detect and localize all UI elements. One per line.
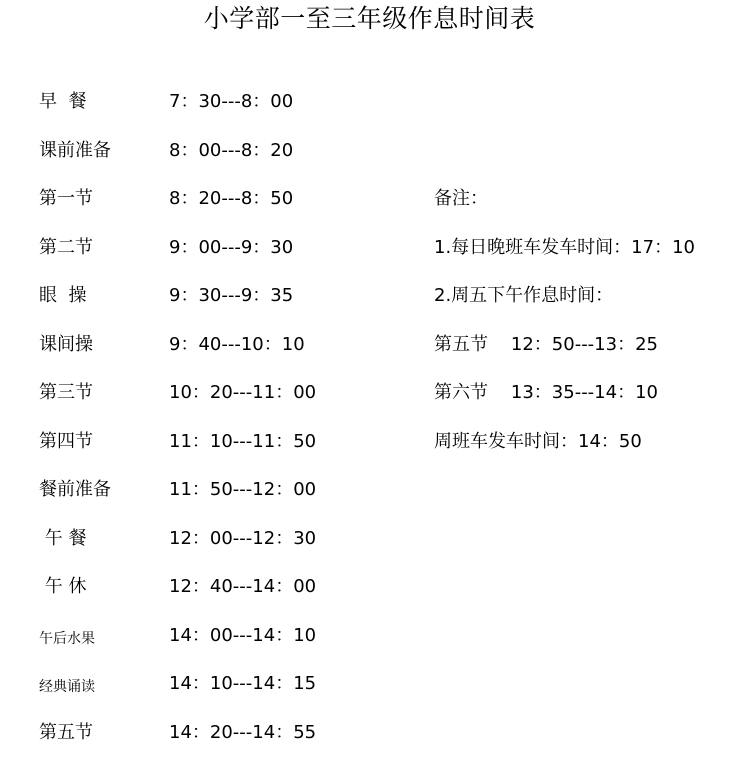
period-time: 12：00---12：30 [169,527,317,549]
schedule-row [0,714,400,763]
period-time: 9：30---9：35 [169,285,294,306]
note-friday-period-six: 第六节 13：35---14：10 [434,382,658,403]
schedule-row [0,83,400,132]
period-name: 午后水果 [39,630,95,647]
period-time: 14：20---14：55 [169,721,317,743]
period-name: 早 餐 [39,91,87,112]
note-evening-bus-time: 1.每日晚班车发车时间：17：10 [434,236,695,258]
period-time: 9：40---10：10 [169,333,305,355]
period-name: 第四节 [39,430,93,452]
schedule-list [0,83,400,762]
note-friday-afternoon-heading: 2.周五下午作息时间： [434,285,614,306]
schedule-row [0,568,400,617]
period-name: 课前准备 [39,139,111,161]
schedule-row [0,180,400,229]
period-time: 8：20---8：50 [169,188,294,209]
page-title: 小学部一至三年级作息时间表 [203,4,536,33]
schedule-row [0,374,400,423]
schedule-row [0,520,400,569]
period-time: 14：00---14：10 [169,624,317,646]
schedule-row [0,423,400,472]
period-name: 第五节 [39,721,93,743]
period-time: 11：10---11：50 [169,430,317,452]
schedule-row [0,617,400,666]
period-time: 11：50---12：00 [169,479,317,500]
period-name: 课间操 [39,333,93,355]
note-weekly-bus-time: 周班车发车时间：14：50 [434,430,642,452]
notes-section [434,180,734,471]
period-time: 9：00---9：30 [169,236,294,258]
period-name: 餐前准备 [39,479,111,500]
schedule-row [0,277,400,326]
period-name: 午 餐 [39,527,87,549]
schedule-row [0,132,400,181]
period-time: 14：10---14：15 [169,673,317,694]
schedule-row [0,326,400,375]
period-name: 经典诵读 [39,679,95,695]
schedule-row [0,665,400,714]
period-name: 眼 操 [39,285,87,306]
period-name: 第二节 [39,236,93,258]
notes-heading: 备注： [434,188,488,209]
period-time: 10：20---11：00 [169,382,317,403]
period-time: 12：40---14：00 [169,576,317,597]
schedule-row [0,229,400,278]
period-name: 午 休 [39,576,87,597]
period-name: 第一节 [39,188,93,209]
period-time: 7：30---8：00 [169,91,294,112]
schedule-row [0,471,400,520]
period-name: 第三节 [39,382,93,403]
note-friday-period-five: 第五节 12：50---13：25 [434,333,658,355]
period-time: 8：00---8：20 [169,139,294,161]
